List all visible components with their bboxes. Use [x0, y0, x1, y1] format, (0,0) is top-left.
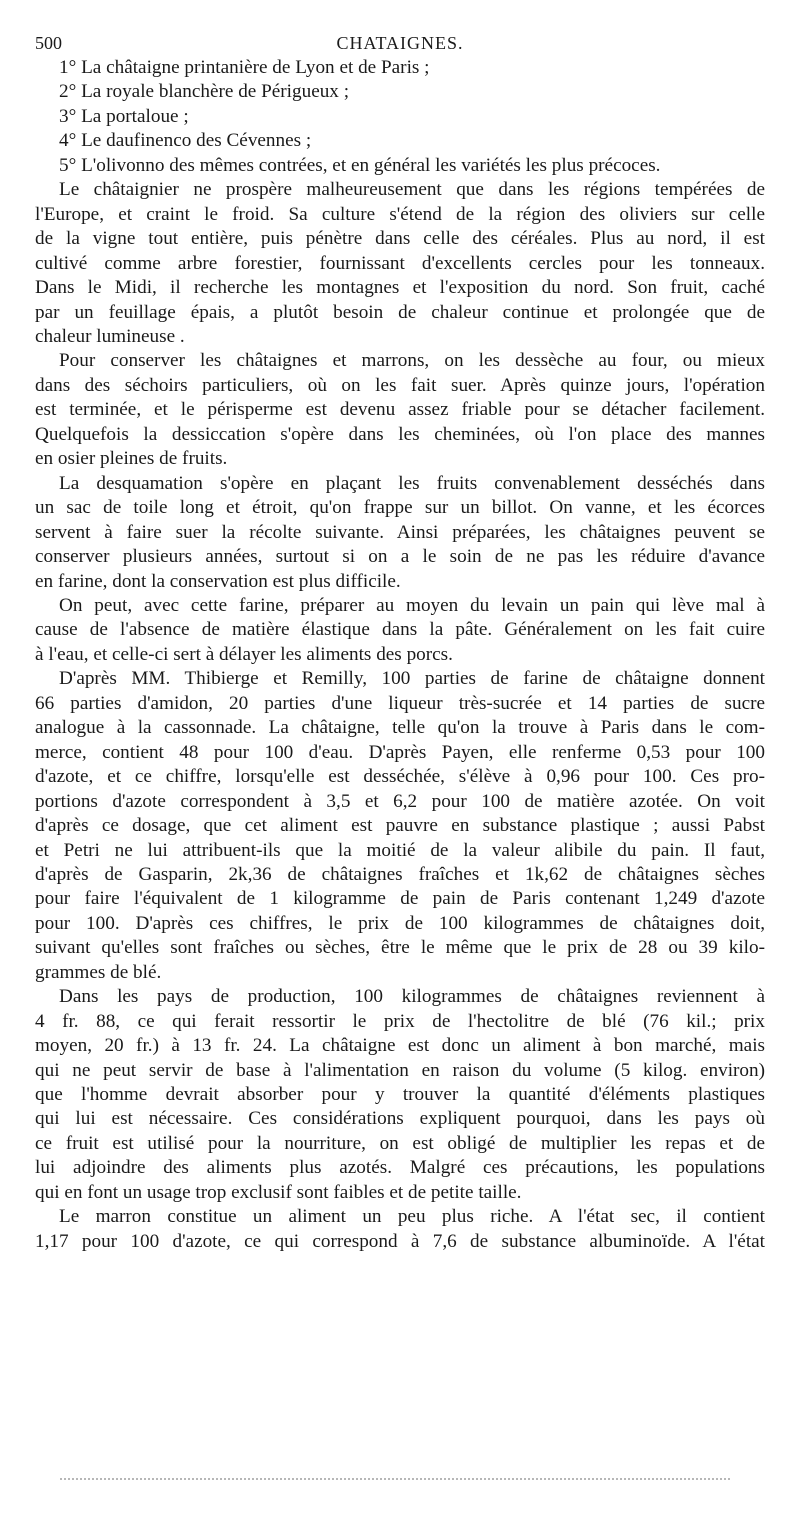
text-line: d'après de Gasparin, 2k,36 de châtaignes fraîches et 1k,62 de châtaignes sèches [35, 863, 765, 885]
text-line: conserver plusieurs années, surtout si on a le soin de ne pas les réduire d'avance [35, 546, 765, 568]
text-line: 3° La portaloue ; [59, 105, 189, 127]
text-line: 4 fr. 88, ce qui ferait ressortir le prix de l'hectolitre de blé (76 kil.; prix [35, 1010, 765, 1032]
running-title: CHATAIGNES. [336, 33, 464, 53]
text-line: à l'eau, et celle-ci sert à délayer les aliments des porcs. [35, 643, 453, 665]
text-line: Dans le Midi, il recherche les montagnes et l'exposition du nord. Son fruit, caché [35, 277, 765, 299]
text-line: en osier pleines de fruits. [35, 448, 228, 470]
text-line: analogue à la cassonnade. La châtaigne, telle qu'on la trouve à Paris dans le com- [35, 717, 765, 739]
footer-rule [60, 1478, 730, 1480]
text-line: pour 100. D'après ces chiffres, le prix de 100 kilogrammes de châtaignes doit, [35, 912, 765, 934]
text-line: et Petri ne lui attribuent-ils que la moitié de la valeur alibile du pain. Il faut, [35, 839, 765, 861]
text-line: 66 parties d'amidon, 20 parties d'une liqueur très-sucrée et 14 parties de sucre [35, 692, 765, 714]
text-line: Pour conserver les châtaignes et marrons, on les dessèche au four, ou mieux [59, 350, 765, 372]
text-line: cultivé comme arbre forestier, fournissant d'excellents cercles pour les tonneaux. [35, 252, 765, 274]
text-line: Dans les pays de production, 100 kilogrammes de châtaignes reviennent à [59, 986, 765, 1008]
body-text [35, 56, 765, 1254]
text-line: On peut, avec cette farine, préparer au moyen du levain un pain qui lève mal à [59, 594, 765, 616]
text-line: suivant qu'elles sont fraîches ou sèches, être le même que le prix de 28 ou 39 kilo- [35, 937, 765, 959]
text-line: grammes de blé. [35, 961, 162, 983]
text-line: qui ne peut servir de base à l'alimentation en raison du volume (5 kilog. environ) [35, 1059, 765, 1081]
text-line: Quelquefois la dessiccation s'opère dans les cheminées, où l'on place des mannes [35, 423, 765, 445]
text-line: dans des séchoirs particuliers, où on les fait suer. Après quinze jours, l'opération [35, 374, 765, 396]
text-line: 4° Le daufinenco des Cévennes ; [59, 130, 312, 152]
page-header [35, 30, 765, 56]
text-line: est terminée, et le périsperme est devenu assez friable pour se détacher facilement. [35, 399, 765, 421]
text-line: Le marron constitue un aliment un peu plus riche. A l'état sec, il contient [59, 1206, 765, 1228]
text-line: chaleur lumineuse . [35, 325, 185, 347]
text-line: pour faire l'équivalent de 1 kilogramme de pain de Paris contenant 1,249 d'azote [35, 888, 765, 910]
text-line: 2° La royale blanchère de Périgueux ; [59, 81, 350, 103]
text-line: par un feuillage épais, a plutôt besoin de chaleur continue et prolongée que de [35, 301, 765, 323]
text-line: lui adjoindre des aliments plus azotés. Malgré ces précautions, les populations [35, 1157, 765, 1179]
text-line: merce, contient 48 pour 100 d'eau. D'après Payen, elle renferme 0,53 pour 100 [35, 741, 765, 763]
text-line: D'après MM. Thibierge et Remilly, 100 parties de farine de châtaigne donnent [59, 668, 765, 690]
page-number: 500 [35, 33, 62, 53]
text-line: un sac de toile long et étroit, qu'on frappe sur un billot. On vanne, et les écorces [35, 497, 765, 519]
text-line: 1° La châtaigne printanière de Lyon et de Paris ; [59, 57, 430, 78]
text-line: cause de l'absence de matière élastique dans la pâte. Généralement on les fait cuire [35, 619, 765, 641]
text-line: portions d'azote correspondent à 3,5 et 6,2 pour 100 de matière azotée. On voit [35, 790, 765, 812]
text-line: que l'homme devrait absorber pour y trouver la quantité d'éléments plastiques [35, 1084, 765, 1106]
text-line: moyen, 20 fr.) à 13 fr. 24. La châtaigne est donc un aliment à bon marché, mais [35, 1035, 765, 1057]
text-line: La desquamation s'opère en plaçant les fruits convenablement desséchés dans [59, 472, 765, 494]
text-line: 1,17 pour 100 d'azote, ce qui correspond à 7,6 de substance albuminoïde. A l'état [35, 1230, 765, 1252]
text-line: d'après ce dosage, que cet aliment est pauvre en substance plastique ; aussi Pabst [35, 815, 765, 837]
text-line: qui en font un usage trop exclusif sont faibles et de petite taille. [35, 1181, 522, 1203]
text-line: qui lui est nécessaire. Ces considérations expliquent pourquoi, dans les pays où [35, 1108, 765, 1130]
text-line: Le châtaignier ne prospère malheureusement que dans les régions tempérées de [59, 179, 765, 201]
text-line: 5° L'olivonno des mêmes contrées, et en général les variétés les plus précoces. [59, 154, 661, 176]
text-line: en farine, dont la conservation est plus difficile. [35, 570, 401, 592]
text-line: servent à faire suer la récolte suivante. Ainsi préparées, les châtaignes peuvent se [35, 521, 765, 543]
text-line: l'Europe, et craint le froid. Sa culture s'étend de la région des oliviers sur celle [35, 203, 765, 225]
text-line: d'azote, et ce chiffre, lorsqu'elle est desséchée, s'élève à 0,96 pour 100. Ces pro- [35, 766, 765, 788]
text-line: de la vigne tout entière, puis pénètre dans celle des céréales. Plus au nord, il est [35, 228, 765, 250]
text-line: ce fruit est utilisé pour la nourriture, on est obligé de multiplier les repas et de [35, 1132, 765, 1154]
